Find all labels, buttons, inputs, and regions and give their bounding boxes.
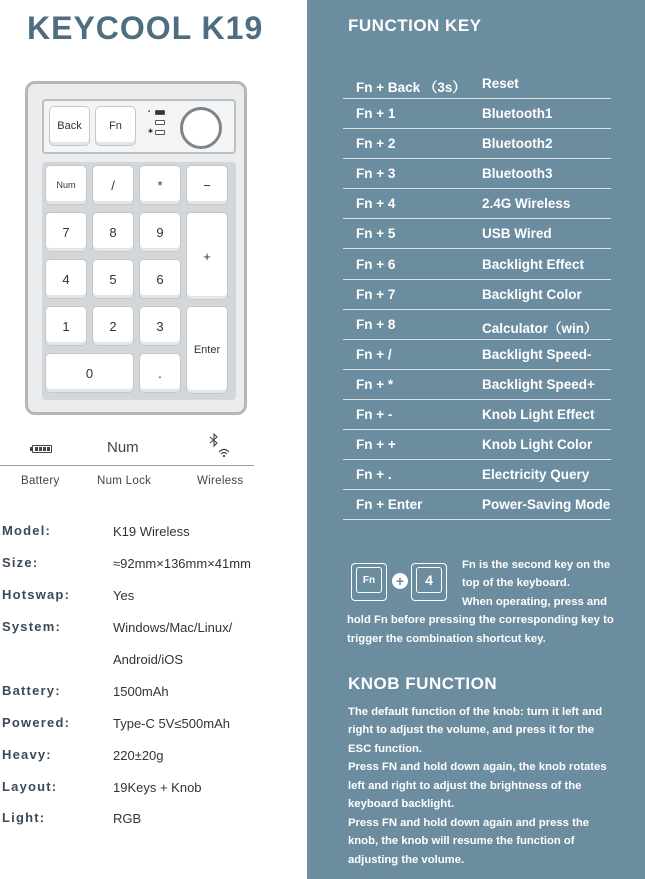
fn-function: Bluetooth1	[482, 106, 553, 121]
spec-powered-value: Type-C 5V≤500mAh	[113, 716, 230, 731]
key-6: 6	[139, 259, 181, 299]
plus-icon: +	[392, 573, 408, 589]
fn-combo: Fn + 7	[356, 287, 396, 302]
key-4: 4	[45, 259, 87, 299]
spec-layout-value: 19Keys + Knob	[113, 780, 202, 795]
wireless-label: Wireless	[197, 475, 244, 487]
fn-combo: Fn + Back （3s）	[356, 80, 466, 95]
fn-keycap-illustration	[351, 563, 387, 601]
fn-combo: Fn + 3	[356, 166, 396, 181]
fn-function: Backlight Speed-	[482, 347, 592, 362]
fn-row	[343, 460, 611, 490]
fn-row	[343, 219, 611, 249]
led-wireless-icon	[155, 130, 165, 135]
knob-function-title: KNOB FUNCTION	[348, 674, 498, 693]
key-2: 2	[92, 306, 134, 346]
spec-model-label: Model:	[2, 523, 52, 538]
key-3: 3	[139, 306, 181, 346]
fn-function: 2.4G Wireless	[482, 196, 571, 211]
indicator-row	[0, 433, 254, 466]
fn-function: Backlight Color	[482, 287, 582, 302]
fn-row	[343, 159, 611, 189]
fn-row	[343, 370, 611, 400]
key-back: Back	[49, 106, 90, 146]
spec-heavy-value: 220±20g	[113, 748, 164, 763]
key-enter: Enter	[186, 306, 228, 394]
key-0: 0	[45, 353, 134, 393]
fn-row	[343, 430, 611, 460]
fn-function: Bluetooth2	[482, 136, 553, 151]
knob-desc-line: keyboard backlight.	[348, 798, 455, 810]
key-plus: +	[186, 212, 228, 300]
knob-desc-line: left and right to adjust the brightness of the	[348, 780, 582, 792]
battery-icon	[32, 445, 52, 453]
fn-function: Backlight Effect	[482, 257, 585, 272]
page-title: KEYCOOL K19	[27, 10, 264, 46]
battery-small-icon: ▪	[148, 109, 151, 115]
spec-panel	[0, 0, 307, 879]
fn-row	[343, 280, 611, 310]
knob-desc-line: knob, the knob will resume the function of	[348, 835, 575, 847]
fn-desc-line: Fn is the second key on the	[462, 559, 611, 571]
num-lock-label: Num Lock	[97, 475, 152, 487]
spec-battery-value: 1500mAh	[113, 684, 169, 699]
knob	[180, 107, 222, 149]
led-numlock-icon	[155, 120, 165, 125]
spec-light-value: RGB	[113, 811, 142, 826]
knob-desc-line: Press FN and hold down again, the knob rotates	[348, 761, 607, 773]
spec-layout-label: Layout:	[2, 779, 58, 794]
fn-function: Reset	[482, 76, 519, 91]
knob-desc-line: adjusting the volume.	[348, 854, 465, 866]
key-5: 5	[92, 259, 134, 299]
fn-function: Knob Light Color	[482, 437, 593, 452]
spec-heavy-label: Heavy:	[2, 747, 52, 762]
bluetooth-small-icon: ✱	[148, 129, 154, 135]
fn-keycap-label: Fn	[356, 567, 382, 593]
key-minus: −	[186, 165, 228, 205]
fn-row	[343, 340, 611, 370]
fn-row	[343, 189, 611, 219]
numpad	[42, 162, 236, 400]
fn-combo: Fn + *	[356, 377, 394, 392]
knob-desc-line: Press FN and hold down again and press the	[348, 817, 590, 829]
fn-combo: Fn + Enter	[356, 497, 423, 512]
spec-powered-label: Powered:	[2, 715, 71, 730]
key-decimal: .	[139, 353, 181, 393]
fn-combo: Fn + 8	[356, 317, 396, 332]
fn-combo: Fn + +	[356, 437, 396, 452]
keyboard-illustration	[25, 81, 247, 415]
fn-function: USB Wired	[482, 226, 552, 241]
four-keycap-illustration	[411, 563, 447, 601]
spec-battery-label: Battery:	[2, 683, 61, 698]
fn-row	[343, 400, 611, 430]
spec-system-label: System:	[2, 619, 61, 634]
fn-combo: Fn + 1	[356, 106, 396, 121]
key-9: 9	[139, 212, 181, 252]
spec-hotswap-value: Yes	[113, 588, 135, 603]
key-7: 7	[45, 212, 87, 252]
function-panel	[307, 0, 645, 879]
fn-combo: Fn + 2	[356, 136, 396, 151]
battery-label: Battery	[21, 475, 60, 487]
spec-system-value-2: Android/iOS	[113, 652, 184, 667]
fn-row	[343, 69, 611, 99]
fn-row	[343, 129, 611, 159]
spec-light-label: Light:	[2, 810, 46, 825]
function-key-title: FUNCTION KEY	[348, 16, 482, 35]
led-battery-icon	[155, 110, 165, 115]
spec-size-label: Size:	[2, 555, 39, 570]
fn-row	[343, 99, 611, 129]
fn-combo: Fn + /	[356, 347, 392, 362]
knob-desc-line: right to adjust the volume, and press it for the	[348, 724, 595, 736]
spec-hotswap-label: Hotswap:	[2, 587, 71, 602]
fn-function: Calculator（win）	[482, 321, 598, 336]
fn-desc-line: trigger the combination shortcut key.	[347, 633, 546, 645]
spec-model-value: K19 Wireless	[113, 524, 190, 539]
knob-desc-line: The default function of the knob: turn it left and	[348, 706, 603, 718]
fn-function: Knob Light Effect	[482, 407, 595, 422]
four-keycap-label: 4	[416, 567, 442, 593]
fn-combo: Fn + 6	[356, 257, 396, 272]
key-1: 1	[45, 306, 87, 346]
key-divide: /	[92, 165, 134, 205]
fn-combo: Fn + -	[356, 407, 393, 422]
keyboard-top-panel	[42, 99, 236, 154]
fn-desc-line: When operating, press and	[462, 596, 607, 608]
key-8: 8	[92, 212, 134, 252]
fn-row	[343, 310, 611, 340]
num-lock-icon: Num	[107, 439, 139, 456]
key-fn: Fn	[95, 106, 136, 146]
spec-size-value: ≈92mm×136mm×41mm	[113, 556, 251, 571]
fn-combo: Fn + 4	[356, 196, 396, 211]
fn-combo: Fn + .	[356, 467, 392, 482]
knob-desc-line: ESC function.	[348, 743, 423, 755]
fn-function: Bluetooth3	[482, 166, 553, 181]
key-num: Num	[45, 165, 87, 205]
fn-row	[343, 250, 611, 280]
spec-system-value: Windows/Mac/Linux/	[113, 620, 233, 635]
key-multiply: *	[139, 165, 181, 205]
fn-combo: Fn + 5	[356, 226, 396, 241]
fn-function: Electricity Query	[482, 467, 590, 482]
fn-function: Power-Saving Mode	[482, 497, 611, 512]
fn-row	[343, 490, 611, 520]
fn-function: Backlight Speed+	[482, 377, 595, 392]
fn-desc-line: top of the keyboard.	[462, 577, 570, 589]
wireless-icon	[205, 433, 233, 461]
fn-desc-line: hold Fn before pressing the corresponding key to	[347, 614, 614, 626]
